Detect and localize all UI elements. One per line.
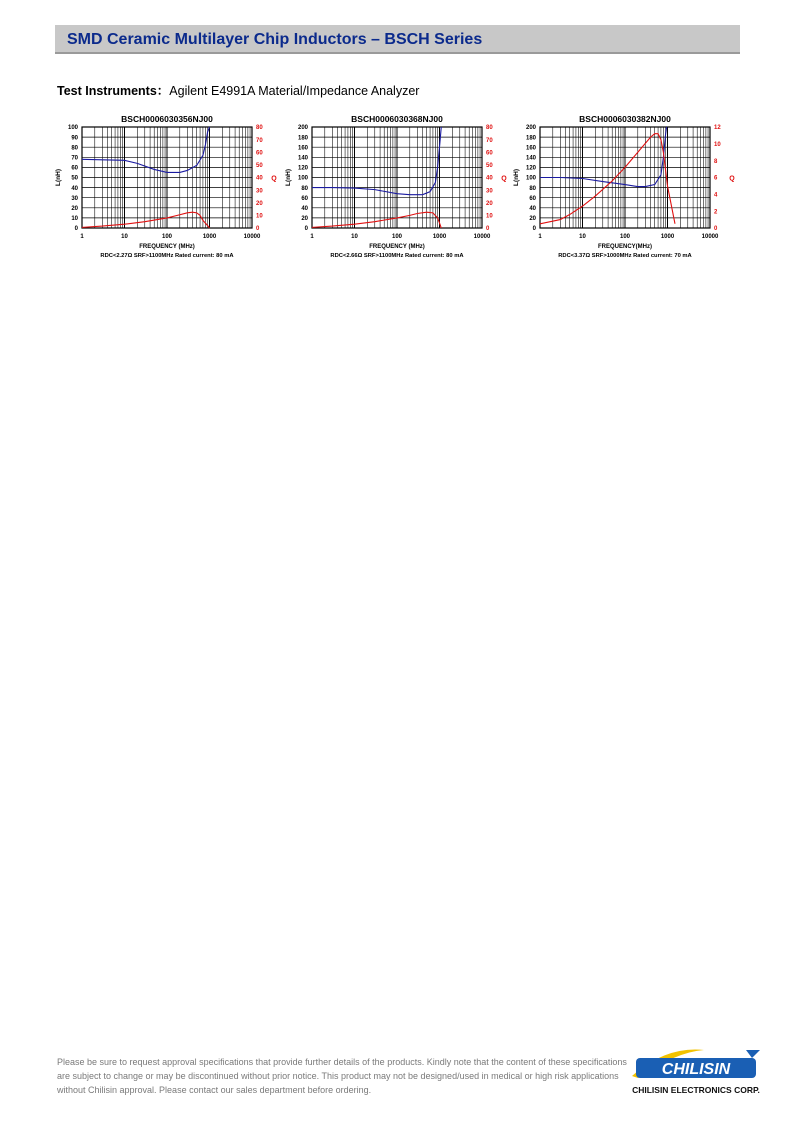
y2-tick-label: 40	[256, 175, 263, 182]
y-tick-label: 80	[71, 145, 78, 152]
y2-tick-label: 10	[714, 142, 721, 149]
x-axis-label: FREQUENCY(MHz)	[598, 244, 652, 250]
y-axis-label: L(nH)	[513, 169, 520, 186]
x-tick-label: 10000	[473, 234, 491, 240]
chart-note: RDC<2.27Ω SRF>1100MHz Rated current: 80 mA	[100, 253, 234, 259]
chart-title: BSCH0006030368NJ00	[351, 114, 443, 124]
y-tick-label: 200	[297, 125, 308, 132]
test-instruments-value: Agilent E4991A Material/Impedance Analyzer	[169, 84, 420, 98]
y2-axis-label: Q	[729, 175, 735, 183]
logo-company: CHILISIN ELECTRONICS CORP.	[632, 1085, 760, 1095]
y-tick-label: 180	[525, 135, 536, 142]
y2-tick-label: 50	[486, 163, 493, 170]
y-tick-label: 60	[301, 195, 308, 202]
y2-tick-label: 80	[486, 125, 493, 132]
logo-accent	[746, 1050, 760, 1058]
y2-tick-label: 60	[486, 150, 493, 157]
x-tick-label: 10	[121, 234, 128, 240]
y-tick-label: 40	[71, 185, 78, 192]
y2-tick-label: 20	[486, 200, 493, 207]
y2-tick-label: 50	[256, 163, 263, 170]
inductance-series-line	[82, 127, 210, 172]
y-tick-label: 90	[71, 135, 78, 142]
x-tick-label: 1	[538, 234, 542, 240]
y-tick-label: 20	[529, 216, 536, 223]
logo-wordmark: CHILISIN	[661, 1061, 731, 1078]
y2-tick-label: 70	[486, 137, 493, 144]
test-instruments	[57, 81, 419, 99]
y2-tick-label: 10	[486, 213, 493, 220]
y-tick-label: 100	[525, 175, 536, 182]
y2-tick-label: 2	[714, 209, 718, 216]
x-tick-label: 1	[80, 234, 84, 240]
y-tick-label: 70	[71, 155, 78, 162]
y2-tick-label: 6	[714, 175, 718, 182]
x-axis-label: FREQUENCY (MHz)	[139, 244, 195, 250]
page-title: SMD Ceramic Multilayer Chip Inductors – BSCH Series	[67, 31, 483, 48]
y-tick-label: 10	[71, 216, 78, 223]
y2-tick-label: 12	[714, 125, 721, 132]
disclaimer-text: Please be sure to request approval specifications that provide further details of the products. Kindly note that the content of these specifications are subject to change or may be discontinued without prior notice. This product may not be designed/used in medical or high risk applications without Chilisin approval. Please contact our sales department before ordering.	[57, 1057, 627, 1095]
y2-tick-label: 0	[714, 226, 718, 233]
x-tick-label: 100	[161, 234, 173, 240]
x-tick-label: 1	[310, 234, 314, 240]
x-tick-label: 10	[579, 234, 586, 240]
chart-title: BSCH0006030382NJ00	[579, 114, 671, 124]
y-tick-label: 140	[297, 155, 308, 162]
y-tick-label: 140	[525, 155, 536, 162]
y-tick-label: 80	[529, 185, 536, 192]
y-tick-label: 50	[71, 175, 78, 182]
y-tick-label: 120	[525, 165, 536, 172]
y-tick-label: 120	[297, 165, 308, 172]
x-tick-label: 10000	[243, 234, 261, 240]
y2-tick-label: 8	[714, 158, 718, 165]
y2-tick-label: 80	[256, 125, 263, 132]
x-tick-label: 10000	[701, 234, 719, 240]
y2-tick-label: 4	[714, 192, 718, 199]
y-tick-label: 100	[67, 125, 78, 132]
y-tick-label: 0	[304, 226, 308, 233]
y2-tick-label: 0	[256, 226, 260, 233]
y-tick-label: 20	[301, 216, 308, 223]
chilisin-logo-icon	[626, 1046, 766, 1098]
y-tick-label: 160	[297, 145, 308, 152]
y-tick-label: 0	[532, 226, 536, 233]
y-tick-label: 0	[74, 226, 78, 233]
y-tick-label: 100	[297, 175, 308, 182]
x-tick-label: 100	[391, 234, 403, 240]
x-axis-label: FREQUENCY (MHz)	[369, 244, 425, 250]
chart-note: RDC<2.66Ω SRF>1100MHz Rated current: 80 mA	[330, 253, 464, 259]
test-instruments-label: Test Instruments：	[57, 84, 170, 98]
y-axis-label: L(nH)	[55, 169, 62, 186]
chart-2	[280, 110, 510, 265]
y2-tick-label: 60	[256, 150, 263, 157]
chart-3	[508, 110, 738, 265]
x-tick-label: 10	[351, 234, 358, 240]
y-axis-label: L(nH)	[285, 169, 292, 186]
x-tick-label: 1000	[432, 234, 447, 240]
y-tick-label: 60	[529, 195, 536, 202]
y-tick-label: 40	[301, 206, 308, 212]
y-tick-label: 200	[525, 125, 536, 132]
y-tick-label: 30	[71, 195, 78, 202]
y2-tick-label: 20	[256, 200, 263, 207]
header-bar	[55, 25, 740, 54]
x-tick-label: 1000	[660, 234, 675, 240]
chart-note: RDC<3.37Ω SRF>1000MHz Rated current: 70 mA	[558, 253, 692, 259]
y2-tick-label: 30	[486, 188, 493, 195]
y2-axis-label: Q	[501, 175, 507, 183]
y2-tick-label: 0	[486, 226, 490, 233]
y2-tick-label: 30	[256, 188, 263, 195]
chart-1	[50, 110, 280, 265]
y-tick-label: 180	[297, 135, 308, 142]
q-series-line	[312, 212, 441, 228]
y-tick-label: 160	[525, 145, 536, 152]
chart-title: BSCH0006030356NJ00	[121, 114, 213, 124]
y2-tick-label: 40	[486, 175, 493, 182]
y-tick-label: 80	[301, 185, 308, 192]
x-tick-label: 100	[619, 234, 631, 240]
company-logo	[626, 1046, 766, 1098]
y2-axis-label: Q	[271, 175, 277, 183]
y2-tick-label: 70	[256, 137, 263, 144]
y-tick-label: 40	[529, 206, 536, 212]
y-tick-label: 60	[71, 165, 78, 172]
x-tick-label: 1000	[202, 234, 217, 240]
y2-tick-label: 10	[256, 213, 263, 220]
y-tick-label: 20	[71, 206, 78, 212]
q-series-line	[82, 212, 210, 228]
